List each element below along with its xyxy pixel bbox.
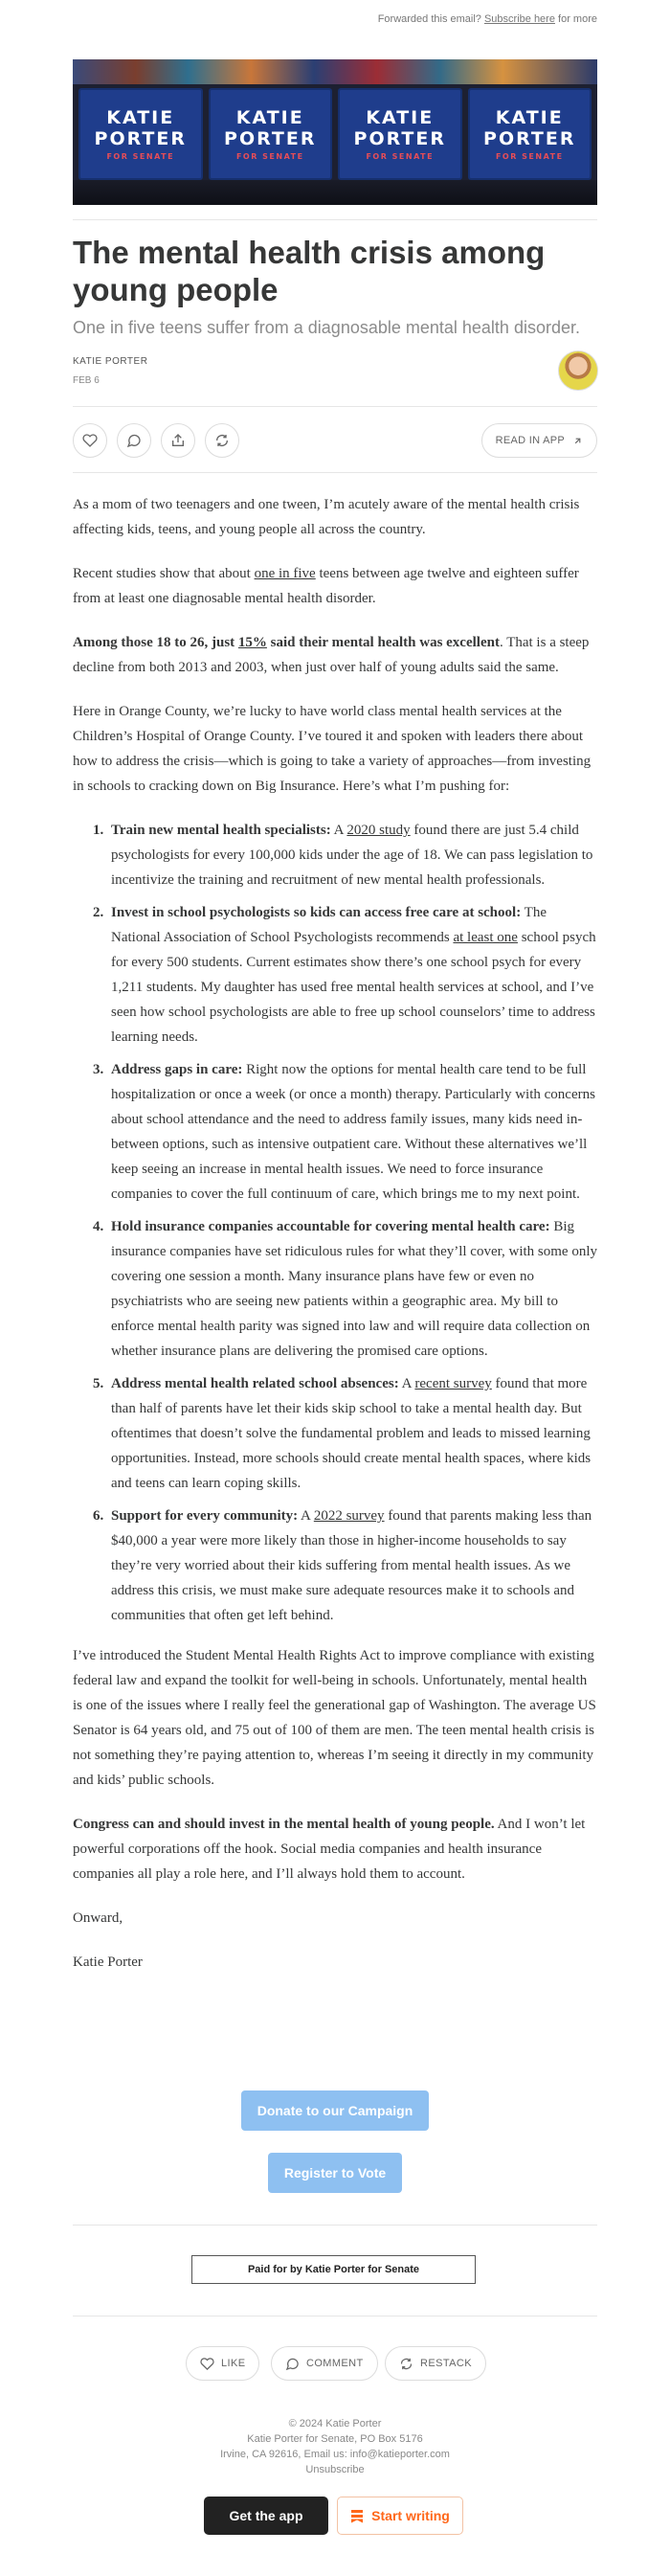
campaign-signs xyxy=(73,88,597,180)
restack-icon xyxy=(399,2357,413,2371)
sign-line-2: PORTER xyxy=(483,128,576,149)
hero-crowd-shadow xyxy=(73,180,597,205)
sign-line-3: FOR SENATE xyxy=(495,152,564,161)
sign-line-1: KATIE xyxy=(106,107,175,128)
start-writing-button[interactable] xyxy=(337,2497,463,2535)
text-run: school psych for every 500 students. Current estimates show there’s one school psych for every 1,211 students. My daughter has used free mental health services at school, and I’ve seen how school psychologists are able to free up school counselors’ time to address learning needs. xyxy=(111,930,596,1045)
sign-line-2: PORTER xyxy=(94,128,187,149)
divider xyxy=(73,472,597,473)
paragraph xyxy=(73,1812,597,1887)
subscribe-link[interactable]: Subscribe here xyxy=(483,13,555,25)
one-in-five-link[interactable]: one in five xyxy=(254,566,316,581)
text-run: Among those 18 to 26, just xyxy=(73,635,238,650)
like-button[interactable] xyxy=(73,423,107,458)
text-run: found that more than half of parents have let their kids skip school to take a mental health day. But oftentimes that doesn’t solve the fundamental problem and leads to missed learning opportunities. Instead, more schools should create mental health spaces, where kids and teens can learn coping skills. xyxy=(111,1376,592,1491)
sign-line-1: KATIE xyxy=(495,107,564,128)
share-button[interactable] xyxy=(161,423,195,458)
policy-list xyxy=(73,818,597,1628)
list-item xyxy=(107,1214,597,1364)
read-in-app-button[interactable] xyxy=(481,423,597,458)
restack-label: RESTACK xyxy=(420,2358,472,2369)
list-item xyxy=(107,1503,597,1628)
text-run: found that parents making less than $40,000 a year were more likely than those in higher-income households to say they’re very worried about their kids suffering from mental health issues. As we address this crisis, we must make sure adequate resources make it to schools and communities that often get left behind. xyxy=(111,1508,592,1623)
paid-for-disclaimer: Paid for by Katie Porter for Senate xyxy=(191,2255,476,2284)
campaign-sign xyxy=(78,88,203,180)
comment-button[interactable] xyxy=(117,423,151,458)
text-run: A xyxy=(330,823,347,838)
donate-button[interactable]: Donate to our Campaign xyxy=(241,2090,429,2131)
list-item xyxy=(107,1057,597,1207)
campaign-sign xyxy=(338,88,462,180)
list-item-heading: Train new mental health specialists: xyxy=(111,823,331,838)
post-title[interactable]: The mental health crisis among young people xyxy=(73,235,546,307)
get-the-app-button[interactable]: Get the app xyxy=(204,2497,328,2535)
restack-button[interactable] xyxy=(205,423,239,458)
post-date: FEB 6 xyxy=(73,375,100,386)
paragraph xyxy=(73,561,597,611)
text-run: A xyxy=(298,1508,314,1524)
2020-study-link[interactable]: 2020 study xyxy=(346,823,411,838)
text-run: teens between age twelve and eighteen suffer from at least one diagnosable mental health disorder. xyxy=(73,566,579,606)
comment-label: COMMENT xyxy=(306,2358,364,2369)
post-actions xyxy=(73,423,597,460)
sign-line-2: PORTER xyxy=(353,128,446,149)
text-run: found there are just 5.4 child psychologists for every 100,000 kids under the age of 18. We can pass legislation to incentivize the training and recruitment of new mental health professionals. xyxy=(111,823,593,888)
at-least-one-link[interactable]: at least one xyxy=(453,930,518,945)
post-body xyxy=(73,492,597,1994)
forwarded-suffix: for more xyxy=(558,13,597,25)
divider xyxy=(73,406,597,407)
footer-copyright: © 2024 Katie Porter xyxy=(288,2418,382,2429)
comment-icon xyxy=(285,2357,300,2371)
fifteen-percent-link[interactable]: 15% xyxy=(237,635,267,650)
heart-icon xyxy=(200,2357,214,2371)
campaign-sign xyxy=(209,88,333,180)
text-run: Big insurance companies have set ridiculous rules for what they’ll cover, with some only covering one session a month. Many insurance plans have few or even no psychiatrists who are seeing new patients within a geographic area. My bill to enforce mental health parity was signed into law and will require data collection on whether insurance plans are delivering the promised care options. xyxy=(111,1219,598,1359)
list-item xyxy=(107,1371,597,1496)
list-item-heading: Address mental health related school absences: xyxy=(111,1376,399,1391)
register-to-vote-button[interactable]: Register to Vote xyxy=(268,2153,402,2193)
text-run: Right now the options for mental health care tend to be full hospitalization or once a week (or once a month) therapy. Particularly with concerns about school attendance and the need to address family issues, many kids need in-between options, such as intensive outpatient care. Without these alternatives we’ll keep seeing an increase in mental health issues. We need to force insurance companies to cover the full continuum of care, which brings me to my next point. xyxy=(111,1062,595,1202)
text-run: The National Association of School Psychologists recommends xyxy=(111,905,547,945)
share-icon xyxy=(170,433,186,448)
text-run: A xyxy=(398,1376,415,1391)
footer-address-line-2: Irvine, CA 92616, Email us: info@katieporter.com xyxy=(220,2449,450,2460)
hero-image xyxy=(73,59,597,205)
hero-background-lights xyxy=(73,59,597,84)
read-in-app-label: READ IN APP xyxy=(495,435,565,446)
divider xyxy=(73,219,597,220)
sign-line-2: PORTER xyxy=(224,128,317,149)
text-run: And I won’t let powerful corporations off the hook. Social media companies and health insurance companies all play a role here, and I’ll always hold them to account. xyxy=(73,1817,586,1882)
recent-survey-link[interactable]: recent survey xyxy=(414,1376,492,1391)
heart-icon xyxy=(82,433,98,448)
forwarded-notice xyxy=(73,13,597,25)
sign-line-3: FOR SENATE xyxy=(366,152,435,161)
text-run: said their mental health was excellent xyxy=(266,635,500,650)
start-writing-label: Start writing xyxy=(371,2508,450,2523)
text-run: Congress can and should invest in the mental health of young people. xyxy=(73,1817,495,1832)
comment-pill-button[interactable] xyxy=(271,2346,378,2381)
list-item-heading: Support for every community: xyxy=(111,1508,299,1524)
sign-line-3: FOR SENATE xyxy=(106,152,175,161)
post-author[interactable]: KATIE PORTER xyxy=(73,356,148,367)
divider xyxy=(73,2225,597,2226)
list-item-heading: Invest in school psychologists so kids can access free care at school: xyxy=(111,905,522,920)
sign-line-1: KATIE xyxy=(235,107,304,128)
text-run: . That is a steep decline from both 2013 and 2003, when just over half of young adults said the same. xyxy=(73,635,590,675)
list-item xyxy=(107,900,597,1050)
like-pill-button[interactable] xyxy=(186,2346,259,2381)
sign-line-1: KATIE xyxy=(366,107,435,128)
paragraph: As a mom of two teenagers and one tween, I’m acutely aware of the mental health crisis affecting kids, teens, and young people all across the country. xyxy=(73,497,580,537)
paragraph: Here in Orange County, we’re lucky to have world class mental health services at the Children’s Hospital of Orange County. I’ve toured it and spoken with leaders there about how to address the crisis—which is going to take a variety of approaches—from investing in schools to cracking down on Big Insurance. Here’s what I’m pushing for: xyxy=(73,704,592,794)
paragraph xyxy=(73,630,597,680)
like-label: LIKE xyxy=(221,2358,246,2369)
sign-line-3: FOR SENATE xyxy=(235,152,304,161)
campaign-sign xyxy=(468,88,592,180)
forwarded-text: Forwarded this email? xyxy=(377,13,481,25)
arrow-up-right-icon xyxy=(572,436,583,446)
restack-pill-button[interactable] xyxy=(385,2346,486,2381)
2022-survey-link[interactable]: 2022 survey xyxy=(313,1508,385,1524)
list-item-heading: Address gaps in care: xyxy=(111,1062,243,1077)
list-item-heading: Hold insurance companies accountable for covering mental health care: xyxy=(111,1219,550,1234)
paragraph: I’ve introduced the Student Mental Health Rights Act to improve compliance with existing federal law and expand the toolkit for well-being in schools. Unfortunately, mental health is one of the issues where I really feel the generational gap of Washington. The average US Senator is 64 years old, and 75 out of 100 of them are men. The teen mental health crisis is not something they’re paying attention to, whereas I’m seeing it directly in my community and kids’ public schools. xyxy=(73,1648,596,1788)
text-run: Recent studies show that about xyxy=(73,566,255,581)
footer-address-line-1: Katie Porter for Senate, PO Box 5176 xyxy=(247,2433,423,2445)
signature: Katie Porter xyxy=(73,1955,143,1970)
post-subtitle: One in five teens suffer from a diagnosable mental health disorder. xyxy=(73,318,580,337)
avatar[interactable] xyxy=(558,350,598,391)
restack-icon xyxy=(214,433,230,448)
comment-icon xyxy=(126,433,142,448)
publish-icon xyxy=(350,2509,364,2523)
unsubscribe-link[interactable]: Unsubscribe xyxy=(305,2464,365,2475)
list-item xyxy=(107,818,597,893)
signoff: Onward, xyxy=(73,1910,123,1926)
